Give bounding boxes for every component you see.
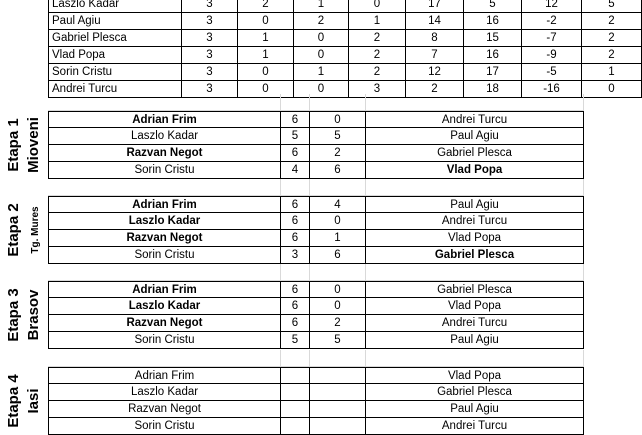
match-home-cell[interactable]: Razvan Negot (48, 230, 281, 247)
match-away-cell[interactable]: Vlad Popa (366, 367, 584, 384)
match-home-cell[interactable]: Sorin Cristu (48, 332, 281, 349)
standings-c5-cell[interactable]: 2 (406, 81, 464, 98)
standings-c7-cell[interactable]: -7 (522, 30, 582, 47)
match-away-cell[interactable]: Gabriel Plesca (366, 145, 584, 162)
standings-c6-cell[interactable]: 17 (464, 64, 522, 81)
empty-cell[interactable] (48, 350, 281, 367)
match-row (0, 418, 584, 435)
standings-c8-cell[interactable]: 1 (582, 64, 642, 81)
stage-label[interactable] (0, 281, 48, 349)
match-s1-cell[interactable]: 5 (281, 128, 310, 145)
match-s2-cell[interactable]: 2 (310, 315, 366, 332)
standings-c5-cell[interactable]: 14 (406, 13, 464, 30)
standings-c4-cell[interactable]: 0 (349, 0, 406, 13)
standings-name-cell[interactable]: Paul Agiu (48, 13, 182, 30)
standings-c1-cell[interactable]: 3 (182, 47, 238, 64)
match-s1-cell[interactable]: 6 (281, 315, 310, 332)
match-row (0, 315, 584, 332)
empty-cell[interactable] (310, 179, 366, 196)
stage-label-svg (0, 367, 48, 435)
match-away-cell[interactable]: Paul Agiu (366, 332, 584, 349)
standings-c8-cell[interactable]: 2 (582, 30, 642, 47)
stage-number-label: Etapa 4 (5, 374, 22, 428)
match-s2-cell[interactable]: 0 (310, 281, 366, 298)
empty-cell[interactable] (366, 179, 584, 196)
match-away-cell[interactable]: Gabriel Plesca (366, 384, 584, 401)
standings-c2-cell[interactable]: 0 (238, 81, 294, 98)
standings-name-cell[interactable]: Andrei Turcu (48, 81, 182, 98)
stage-number-label: Etapa 3 (5, 288, 22, 342)
match-s1-cell[interactable]: 6 (281, 111, 310, 128)
match-away-cell[interactable]: Andrei Turcu (366, 315, 584, 332)
empty-cell[interactable] (281, 179, 310, 196)
empty-cell[interactable] (366, 350, 584, 367)
match-row (0, 196, 584, 213)
match-row (0, 281, 584, 298)
match-row (0, 367, 584, 384)
standings-c8-cell[interactable]: 2 (582, 13, 642, 30)
standings-c2-cell[interactable]: 1 (238, 30, 294, 47)
match-row (0, 401, 584, 418)
match-s2-cell[interactable] (310, 384, 366, 401)
standings-c3-cell[interactable]: 0 (294, 30, 349, 47)
match-away-cell[interactable]: Vlad Popa (366, 162, 584, 179)
standings-name-cell[interactable]: Gabriel Plesca (48, 30, 182, 47)
match-home-cell[interactable]: Laszlo Kadar (48, 384, 281, 401)
match-away-cell[interactable]: Paul Agiu (366, 128, 584, 145)
match-away-cell[interactable]: Vlad Popa (366, 230, 584, 247)
standings-c4-cell[interactable]: 1 (349, 13, 406, 30)
standings-c4-cell[interactable]: 2 (349, 64, 406, 81)
stage-label[interactable] (0, 367, 48, 435)
match-s1-cell[interactable]: 4 (281, 162, 310, 179)
standings-c3-cell[interactable]: 0 (294, 81, 349, 98)
stage-label-svg (0, 196, 48, 264)
standings-c5-cell[interactable]: 12 (406, 64, 464, 81)
standings-c3-cell[interactable]: 0 (294, 47, 349, 64)
empty-cell[interactable] (281, 350, 310, 367)
empty-cell[interactable] (48, 179, 281, 196)
standings-c3-cell[interactable]: 1 (294, 64, 349, 81)
standings-c7-cell[interactable]: 12 (522, 0, 582, 13)
match-s1-cell[interactable]: 6 (281, 196, 310, 213)
match-s1-cell[interactable]: 5 (281, 332, 310, 349)
match-s2-cell[interactable]: 0 (310, 298, 366, 315)
standings-c2-cell[interactable]: 2 (238, 0, 294, 13)
empty-cell[interactable] (366, 94, 584, 111)
empty-cell[interactable] (310, 94, 366, 111)
match-s1-cell[interactable] (281, 384, 310, 401)
match-away-cell[interactable]: Andrei Turcu (366, 418, 584, 435)
match-away-cell[interactable]: Andrei Turcu (366, 213, 584, 230)
standings-c6-cell[interactable]: 5 (464, 0, 522, 13)
match-s1-cell[interactable] (281, 367, 310, 384)
standings-c1-cell[interactable]: 3 (182, 0, 238, 13)
match-row (0, 230, 584, 247)
match-away-cell[interactable]: Gabriel Plesca (366, 281, 584, 298)
standings-c1-cell[interactable]: 3 (182, 13, 238, 30)
match-s2-cell[interactable]: 6 (310, 247, 366, 264)
match-home-cell[interactable]: Laszlo Kadar (48, 128, 281, 145)
standings-c4-cell[interactable]: 2 (349, 47, 406, 64)
match-s1-cell[interactable]: 6 (281, 230, 310, 247)
match-home-cell[interactable]: Razvan Negot (48, 315, 281, 332)
match-s2-cell[interactable]: 6 (310, 162, 366, 179)
match-s2-cell[interactable]: 2 (310, 145, 366, 162)
match-s1-cell[interactable] (281, 401, 310, 418)
match-away-cell[interactable]: Vlad Popa (366, 298, 584, 315)
standings-c7-cell[interactable]: -16 (522, 81, 582, 98)
stage-city-label: Mioveni (25, 117, 42, 173)
match-s1-cell[interactable]: 6 (281, 281, 310, 298)
standings-c6-cell[interactable]: 18 (464, 81, 522, 98)
empty-row (0, 179, 584, 196)
standings-row (0, 64, 615, 81)
match-home-cell[interactable]: Laszlo Kadar (48, 298, 281, 315)
standings-c4-cell[interactable]: 2 (349, 30, 406, 47)
match-away-cell[interactable]: Paul Agiu (366, 401, 584, 418)
standings-c1-cell[interactable]: 3 (182, 64, 238, 81)
empty-cell[interactable] (48, 264, 281, 281)
standings-c1-cell[interactable]: 3 (182, 81, 238, 98)
standings-name-cell[interactable]: Vlad Popa (48, 47, 182, 64)
standings-c2-cell[interactable]: 1 (238, 47, 294, 64)
empty-row (0, 94, 584, 111)
match-s2-cell[interactable]: 4 (310, 196, 366, 213)
match-away-cell[interactable]: Paul Agiu (366, 196, 584, 213)
match-s2-cell[interactable] (310, 367, 366, 384)
standings-row (0, 0, 615, 13)
match-home-cell[interactable]: Sorin Cristu (48, 247, 281, 264)
match-row (0, 247, 584, 264)
match-s2-cell[interactable]: 5 (310, 128, 366, 145)
standings-c1-cell[interactable]: 3 (182, 30, 238, 47)
match-home-cell[interactable]: Razvan Negot (48, 401, 281, 418)
standings-c6-cell[interactable]: 15 (464, 30, 522, 47)
match-row (0, 145, 584, 162)
match-home-cell[interactable]: Laszlo Kadar (48, 213, 281, 230)
match-s2-cell[interactable]: 0 (310, 111, 366, 128)
standings-c8-cell[interactable]: 5 (582, 0, 642, 13)
match-home-cell[interactable]: Adrian Frim (48, 281, 281, 298)
match-s1-cell[interactable]: 6 (281, 145, 310, 162)
match-home-cell[interactable]: Razvan Negot (48, 145, 281, 162)
standings-name-cell[interactable]: Sorin Cristu (48, 64, 182, 81)
match-row (0, 332, 584, 349)
standings-c7-cell[interactable]: -2 (522, 13, 582, 30)
stage-label[interactable] (0, 196, 48, 264)
match-row (0, 298, 584, 315)
standings-c2-cell[interactable]: 0 (238, 13, 294, 30)
stage-number-label: Etapa 1 (5, 118, 22, 172)
match-home-cell[interactable]: Sorin Cristu (48, 162, 281, 179)
empty-cell[interactable] (281, 264, 310, 281)
standings-c6-cell[interactable]: 16 (464, 13, 522, 30)
match-row (0, 384, 584, 401)
match-home-cell[interactable]: Adrian Frim (48, 111, 281, 128)
empty-cell[interactable] (281, 94, 310, 111)
standings-c8-cell[interactable]: 0 (582, 81, 642, 98)
match-s1-cell[interactable]: 6 (281, 213, 310, 230)
standings-c4-cell[interactable]: 3 (349, 81, 406, 98)
standings-c3-cell[interactable]: 1 (294, 0, 349, 13)
standings-c3-cell[interactable]: 2 (294, 13, 349, 30)
match-s1-cell[interactable]: 6 (281, 298, 310, 315)
match-row (0, 213, 584, 230)
match-home-cell[interactable]: Sorin Cristu (48, 418, 281, 435)
stage-label[interactable] (0, 111, 48, 179)
standings-row (0, 47, 615, 64)
standings-name-cell[interactable]: Laszlo Kadar (48, 0, 182, 13)
match-row (0, 162, 584, 179)
match-s1-cell[interactable]: 3 (281, 247, 310, 264)
standings-row (0, 30, 615, 47)
stage-city-label: Tg. Mures (30, 206, 41, 254)
standings-c6-cell[interactable]: 16 (464, 47, 522, 64)
standings-c8-cell[interactable]: 2 (582, 47, 642, 64)
match-s2-cell[interactable] (310, 401, 366, 418)
empty-row (0, 350, 584, 367)
stage-label-svg (0, 111, 48, 179)
match-away-cell[interactable]: Gabriel Plesca (366, 247, 584, 264)
standings-c5-cell[interactable]: 8 (406, 30, 464, 47)
stage-number-label: Etapa 2 (5, 203, 22, 257)
standings-c7-cell[interactable]: -9 (522, 47, 582, 64)
empty-cell[interactable] (310, 350, 366, 367)
standings-row (0, 13, 615, 30)
match-s2-cell[interactable]: 0 (310, 213, 366, 230)
empty-cell[interactable] (48, 94, 281, 111)
match-row (0, 128, 584, 145)
match-s1-cell[interactable] (281, 418, 310, 435)
match-home-cell[interactable]: Adrian Frim (48, 196, 281, 213)
match-s2-cell[interactable]: 5 (310, 332, 366, 349)
empty-row (0, 264, 584, 281)
match-s2-cell[interactable] (310, 418, 366, 435)
stage-city-label: Brasov (25, 289, 42, 341)
match-s2-cell[interactable]: 1 (310, 230, 366, 247)
standings-c5-cell[interactable]: 7 (406, 47, 464, 64)
match-home-cell[interactable]: Adrian Frim (48, 367, 281, 384)
standings-c5-cell[interactable]: 17 (406, 0, 464, 13)
match-row (0, 111, 584, 128)
standings-c7-cell[interactable]: -5 (522, 64, 582, 81)
empty-cell[interactable] (366, 264, 584, 281)
match-away-cell[interactable]: Andrei Turcu (366, 111, 584, 128)
empty-cell[interactable] (310, 264, 366, 281)
standings-c2-cell[interactable]: 0 (238, 64, 294, 81)
stage-city-label: Iasi (25, 388, 42, 414)
stage-label-svg (0, 281, 48, 349)
